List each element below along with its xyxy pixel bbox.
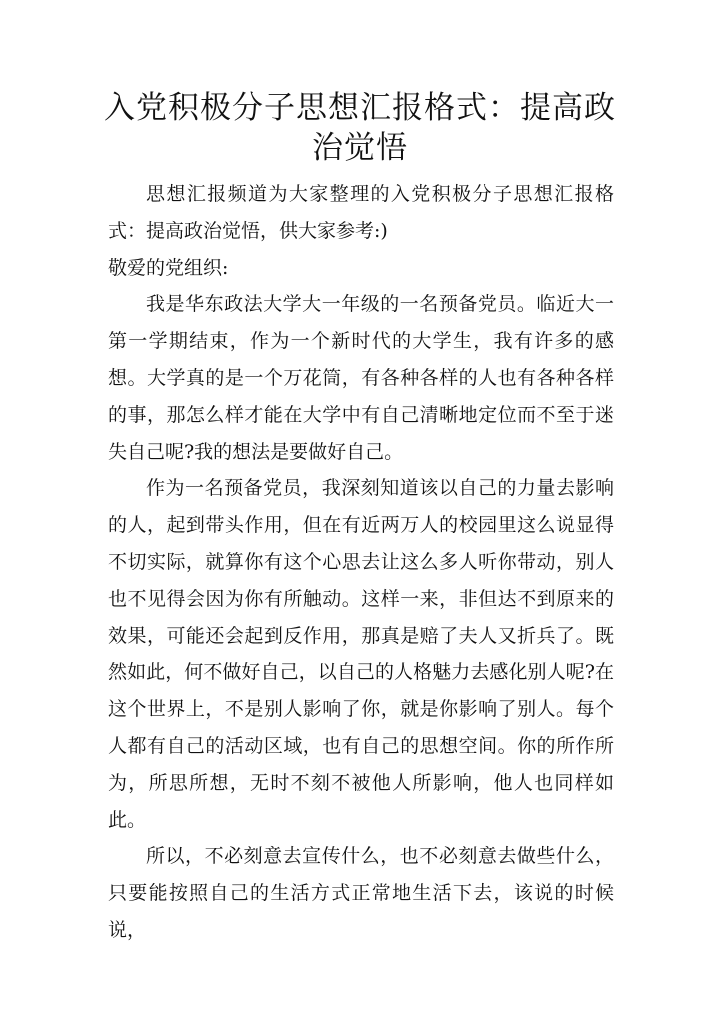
body-paragraph-3: 所以，不必刻意去宣传什么，也不必刻意去做些什么，只要能按照自己的生活方式正常地生活下去，该说的时候说， (108, 845, 614, 941)
intro-paragraph: 思想汇报频道为大家整理的入党积极分子思想汇报格式：提高政治觉悟，供大家参考:) (108, 183, 614, 242)
document-body (108, 176, 614, 949)
salutation: 敬爱的党组织: (108, 256, 229, 279)
body-paragraph-1: 我是华东政法大学大一年级的一名预备党员。临近大一第一学期结束，作为一个新时代的大学生，我有许多的感想。大学真的是一个万花筒，有各种各样的人也有各种各样的事，那怎么样才能在大学中有自己清晰地定位而不至于迷失自己呢?我的想法是要做好自己。 (108, 293, 614, 463)
body-paragraph-2: 作为一名预备党员，我深刻知道该以自己的力量去影响的人，起到带头作用，但在有近两万人的校园里这么说显得不切实际，就算你有这个心思去让这么多人听你带动，别人也不见得会因为你有所触动。这样一来，非但达不到原来的效果，可能还会起到反作用，那真是赔了夫人又折兵了。既然如此，何不做好自己，以自己的人格魅力去感化别人呢?在这个世界上，不是别人影响了你，就是你影响了别人。每个人都有自己的活动区域，也有自己的思想空间。你的所作所为，所思所想，无时不刻不被他人所影响，他人也同样如此。 (108, 477, 614, 831)
document-title: 入党积极分子思想汇报格式：提高政治觉悟 (104, 90, 616, 166)
